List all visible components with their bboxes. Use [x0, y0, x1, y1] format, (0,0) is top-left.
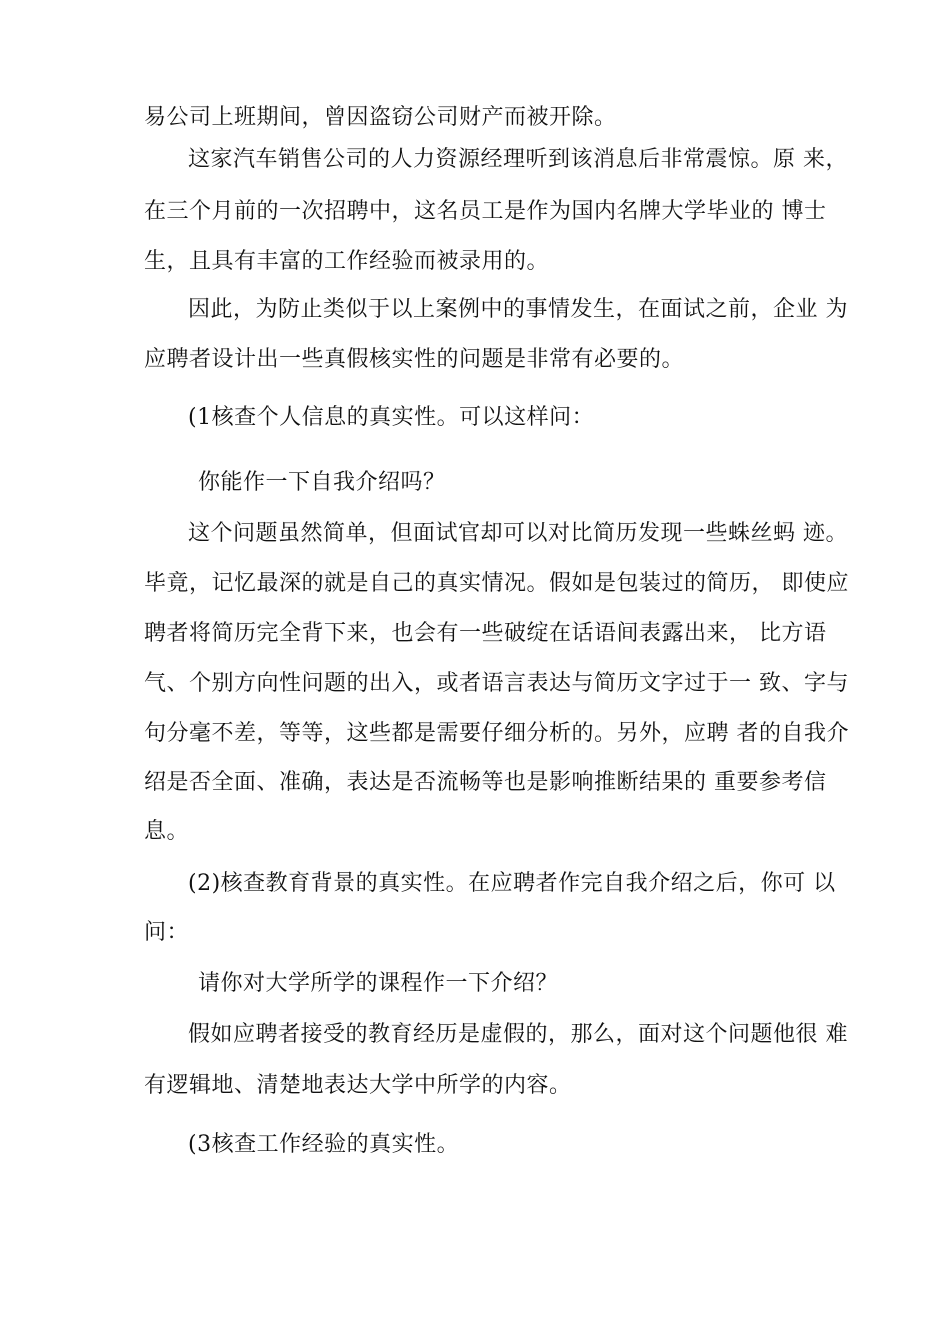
- text-line: 句分毫不差，等等，这些都是需要仔细分析的。另外，应聘 者的自我介: [144, 721, 849, 746]
- text-line: 绍是否全面、准确，表达是否流畅等也是影响推断结果的 重要参考信: [144, 770, 827, 795]
- text-line: 生，且具有丰富的工作经验而被录用的。: [144, 249, 550, 274]
- text-line: 在三个月前的一次招聘中，这名员工是作为国内名牌大学毕业的 博士: [144, 199, 827, 224]
- text-line: 气、个别方向性问题的出入，或者语言表达与简历文字过于一 致、字与: [144, 671, 849, 696]
- text-line: 问：: [144, 920, 190, 945]
- text-line: 应聘者设计出一些真假核实性的问题是非常有必要的。: [144, 347, 685, 372]
- text-line: 聘者将简历完全背下来，也会有一些破绽在话语间表露出来， 比方语: [144, 621, 827, 646]
- text-line: 因此，为防止类似于以上案例中的事情发生，在面试之前，企业 为: [188, 297, 848, 322]
- text-line: 这个问题虽然简单，但面试官却可以对比简历发现一些蛛丝蚂 迹。: [188, 521, 848, 546]
- text-line: 假如应聘者接受的教育经历是虚假的，那么，面对这个问题他很 难: [188, 1022, 848, 1047]
- text-line: 有逻辑地、清楚地表达大学中所学的内容。: [144, 1073, 572, 1098]
- text-line: 你能作一下自我介绍吗？: [198, 470, 446, 495]
- text-line: 这家汽车销售公司的人力资源经理听到该消息后非常震惊。原 来，: [188, 147, 848, 172]
- text-line: 易公司上班期间，曾因盗窃公司财产而被开除。: [144, 105, 617, 130]
- text-line: 请你对大学所学的课程作一下介绍？: [198, 971, 559, 996]
- text-line: (3核查工作经验的真实性。: [188, 1132, 460, 1157]
- text-line: 毕竟，记忆最深的就是自己的真实情况。假如是包装过的简历， 即使应: [144, 571, 849, 596]
- text-line: (2)核查教育背景的真实性。在应聘者作完自我介绍之后，你可 以: [188, 871, 836, 896]
- text-line: 息。: [144, 819, 190, 844]
- text-line: (1核查个人信息的真实性。可以这样问：: [188, 405, 595, 430]
